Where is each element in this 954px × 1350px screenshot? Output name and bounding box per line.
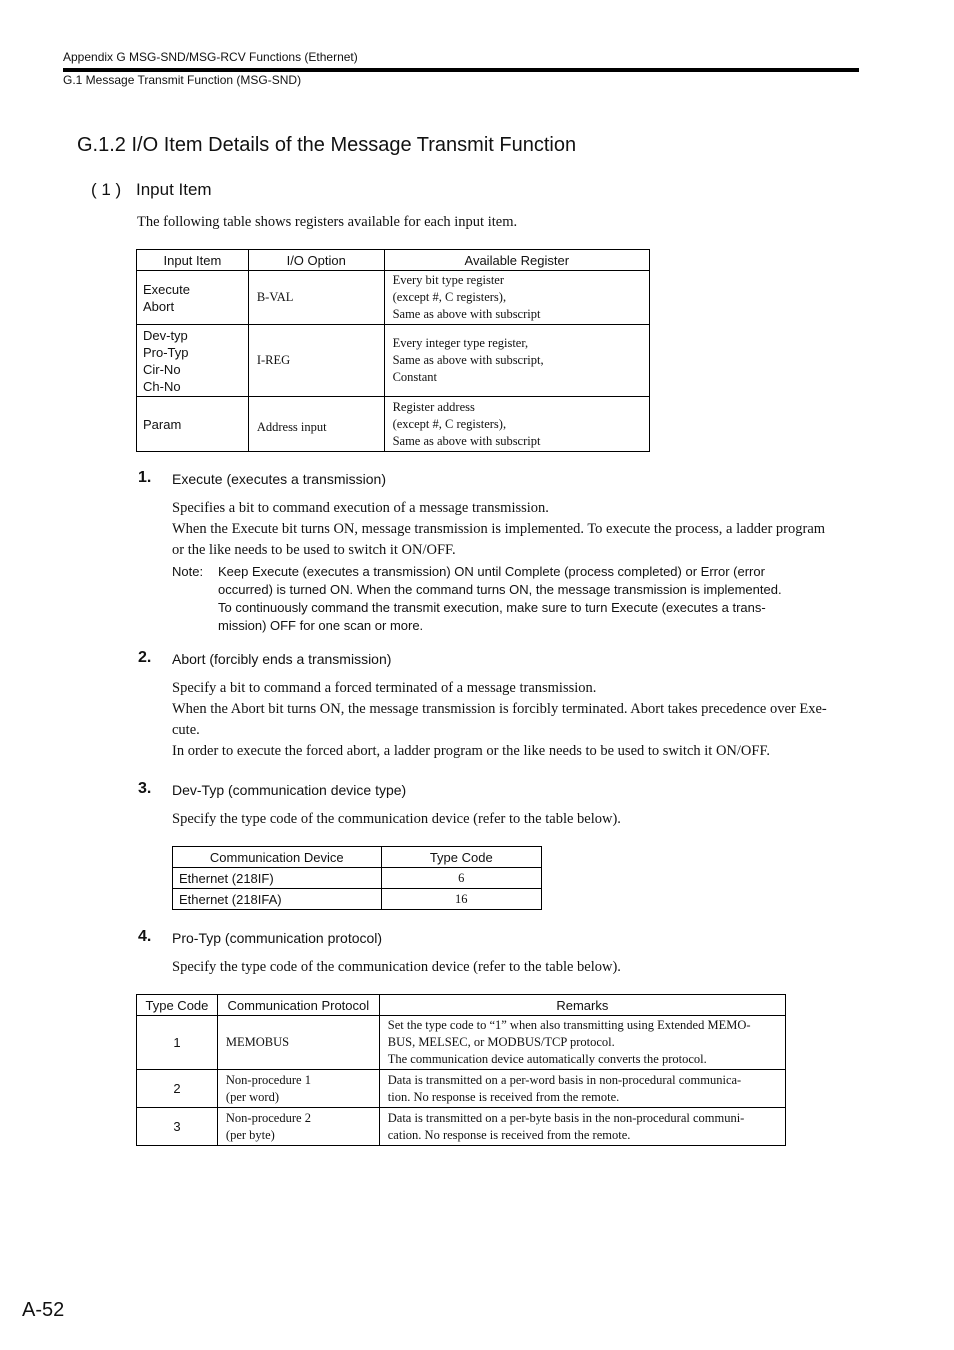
type-code-cell: 1 — [137, 1016, 218, 1070]
column-header: Available Register — [384, 250, 649, 271]
protocol-cell: Non-procedure 2 (per byte) — [217, 1108, 379, 1146]
available-register-cell: Register address (except #, C registers), Same as above with subscript — [384, 397, 649, 452]
table-row — [137, 271, 650, 325]
item-number: 2. — [138, 649, 152, 666]
table-header-row — [137, 250, 650, 271]
remarks-cell: Set the type code to “1” when also transmitting using Extended MEMO- BUS, MELSEC, or MODBUS/TCP protocol. The communication device automatically converts the protocol. — [379, 1016, 785, 1070]
table-header-row — [173, 847, 542, 868]
remarks-cell: Data is transmitted on a per-byte basis in the non-procedural communi- cation. No response is received from the remote. — [379, 1108, 785, 1146]
column-header: Input Item — [137, 250, 249, 271]
header-rule — [63, 68, 859, 72]
column-header: Communication Device — [173, 847, 382, 868]
running-header-section: G.1 Message Transmit Function (MSG-SND) — [63, 73, 302, 87]
table-header-row — [137, 995, 786, 1016]
item-heading: Execute (executes a transmission) — [172, 471, 386, 487]
column-header: Type Code — [381, 847, 541, 868]
column-header: Remarks — [379, 995, 785, 1016]
protocol-cell: Non-procedure 1 (per word) — [217, 1070, 379, 1108]
available-register-cell: Every bit type register (except #, C registers), Same as above with subscript — [384, 271, 649, 325]
device-cell: Ethernet (218IFA) — [173, 889, 382, 910]
type-code-cell: 3 — [137, 1108, 218, 1146]
item-heading: Dev-Typ (communication device type) — [172, 782, 407, 798]
item-paragraph: Specify the type code of the communication device (refer to the table below). — [172, 811, 621, 827]
table-row — [137, 397, 650, 452]
section-title: G.1.2 I/O Item Details of the Message Transmit Function — [77, 134, 577, 156]
type-code-cell: 16 — [381, 889, 541, 910]
device-cell: Ethernet (218IF) — [173, 868, 382, 889]
page-number: A-52 — [22, 1299, 65, 1321]
subsection-heading — [91, 180, 212, 200]
note-block — [172, 563, 812, 635]
type-code-cell: 6 — [381, 868, 541, 889]
item-paragraph: Specifies a bit to command execution of a message transmission. When the Execute bit turns ON, message transmission is implemented. To execute the process, a ladder program or the like needs to be used to switch it ON/OFF. — [172, 500, 826, 558]
item-heading: Abort (forcibly ends a transmission) — [172, 651, 392, 667]
protocol-cell: MEMOBUS — [217, 1016, 379, 1070]
item-number: 3. — [138, 780, 152, 797]
input-item-table — [136, 249, 650, 452]
table-row — [173, 889, 542, 910]
input-item-cell: Execute Abort — [137, 271, 249, 325]
note-text: Keep Execute (executes a transmission) ON until Complete (process completed) or Error (error occurred) is turned ON. When the command turns ON, the message transmission is implemented. To continuously command the transmit execution, make sure to turn Execute (executes a trans- mission) OFF for one scan or more. — [218, 564, 782, 633]
table-row — [137, 1016, 786, 1070]
table-row — [137, 325, 650, 397]
io-option-cell: B-VAL — [248, 271, 384, 325]
protocol-table — [136, 994, 786, 1146]
subsection-number: ( 1 ) — [91, 180, 122, 199]
device-type-table — [172, 846, 542, 910]
input-item-cell: Param — [137, 397, 249, 452]
item-number: 1. — [138, 469, 152, 486]
column-header: Type Code — [137, 995, 218, 1016]
item-paragraph: Specify the type code of the communication device (refer to the table below). — [172, 959, 621, 975]
table-row — [137, 1070, 786, 1108]
available-register-cell: Every integer type register, Same as above with subscript, Constant — [384, 325, 649, 397]
remarks-cell: Data is transmitted on a per-word basis in non-procedural communica- tion. No response is received from the remote. — [379, 1070, 785, 1108]
item-paragraph: Specify a bit to command a forced terminated of a message transmission. When the Abort bit turns ON, the message transmission is forcibly terminated. Abort takes precedence over Exe- cute. In order to execute the forced abort, a ladder program or the like needs to be used to switch it ON/OFF. — [172, 680, 827, 759]
type-code-cell: 2 — [137, 1070, 218, 1108]
input-item-cell: Dev-typ Pro-Typ Cir-No Ch-No — [137, 325, 249, 397]
table-row — [137, 1108, 786, 1146]
note-label: Note: — [172, 564, 204, 579]
column-header: I/O Option — [248, 250, 384, 271]
intro-paragraph: The following table shows registers available for each input item. — [137, 214, 518, 230]
item-heading: Pro-Typ (communication protocol) — [172, 930, 383, 946]
table-row — [173, 868, 542, 889]
column-header: Communication Protocol — [217, 995, 379, 1016]
running-header-chapter: Appendix G MSG-SND/MSG-RCV Functions (Ethernet) — [63, 50, 358, 64]
io-option-cell: Address input — [248, 397, 384, 452]
io-option-cell: I-REG — [248, 325, 384, 397]
item-number: 4. — [138, 928, 152, 945]
subsection-title: Input Item — [136, 180, 212, 199]
